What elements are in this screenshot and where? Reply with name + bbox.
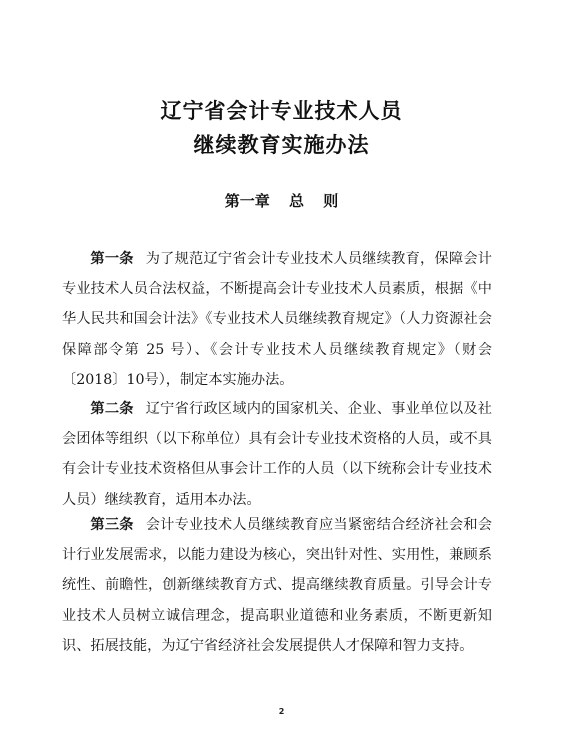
- article-1: [62, 244, 492, 395]
- article-paragraph: [62, 510, 492, 661]
- chapter-heading: 第一章 总 则: [224, 192, 339, 210]
- article-label: 第三条: [90, 517, 134, 533]
- document-title-line-2: 继续教育实施办法: [193, 133, 370, 157]
- article-text: 为了规范辽宁省会计专业技术人员继续教育，保障会计专业技术人员合法权益，不断提高会计专业技术人员素质，根据《中华人民共和国会计法》《专业技术人员继续教育规定》（人力资源社会保障部令第 25 号）、《会计专业技术人员继续教育规定》（财会〔2018〕10号），制定本实施办法。: [62, 251, 492, 388]
- article-paragraph: [62, 394, 492, 515]
- document-title-line-1: 辽宁省会计专业技术人员: [160, 99, 403, 123]
- article-text: 会计专业技术人员继续教育应当紧密结合经济社会和会计行业发展需求，以能力建设为核心，突出针对性、实用性，兼顾系统性、前瞻性，创新继续教育方式、提高继续教育质量。引导会计专业技术人员树立诚信理念，提高职业道德和业务素质，不断更新知识、拓展技能，为辽宁省经济社会发展提供人才保障和智力支持。: [62, 517, 492, 654]
- article-label: 第一条: [90, 251, 134, 267]
- article-label: 第二条: [90, 401, 134, 417]
- page-number: 2: [278, 707, 285, 716]
- article-3: [62, 510, 492, 661]
- article-paragraph: [62, 244, 492, 395]
- article-text: 辽宁省行政区域内的国家机关、企业、事业单位以及社会团体等组织（以下称单位）具有会计专业技术资格的人员，或不具有会计专业技术资格但从事会计工作的人员（以下统称会计专业技术人员）继续教育，适用本办法。: [62, 401, 492, 508]
- article-2: [62, 394, 492, 515]
